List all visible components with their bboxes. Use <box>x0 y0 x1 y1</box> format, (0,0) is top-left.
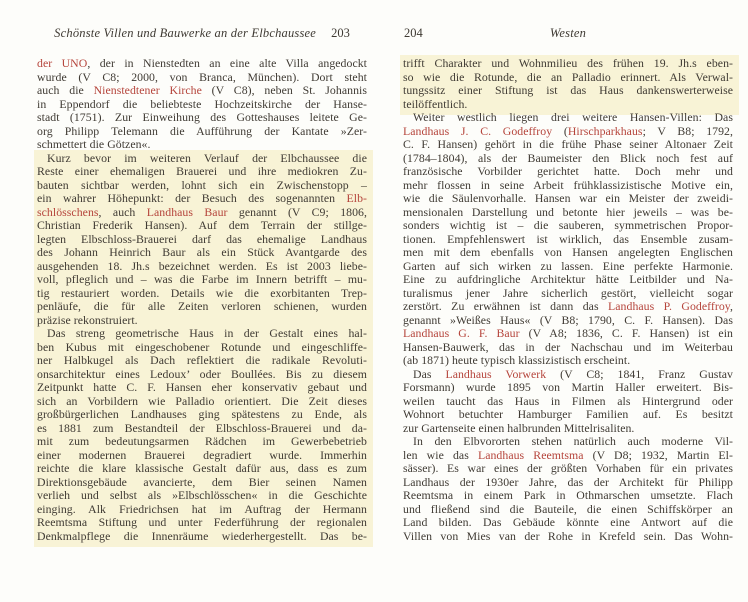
text-segment: präzise rekonstruiert. <box>37 313 138 327</box>
text-segment: Direktionsgebäude avancierte, dem Bier seinen Namen <box>37 475 367 489</box>
text-line <box>403 84 733 98</box>
paragraph <box>403 57 733 111</box>
landmark-name: Landhaus P. Godeffroy <box>608 300 730 313</box>
text-line <box>37 179 367 193</box>
text-line <box>37 300 367 314</box>
text-segment: Das streng geometrische Haus in der Gestalt eines hal- <box>47 327 367 340</box>
text-segment: zerstört. Zu erwähnen ist dann das <box>403 300 608 313</box>
text-line <box>37 503 367 517</box>
landmark-name: Hirschparkhaus <box>567 124 643 138</box>
highlighted-passage <box>400 55 739 115</box>
text-segment: einer modernen Brauerei degradiert wurde. Immerhin <box>37 448 367 462</box>
landmark-name: Landhaus G. F. Baur <box>403 327 520 340</box>
text-line <box>37 192 367 206</box>
text-line <box>403 530 733 544</box>
paragraph <box>37 57 367 152</box>
text-segment: (ab 1871) heute typisch klassizistisch erscheint. <box>403 354 631 367</box>
landmark-name: schlösschens <box>37 205 99 219</box>
landmark-name: Landhaus J. C. Godeffroy <box>403 124 553 138</box>
text-segment: in Eppendorf die beliebteste Hochzeitskirche der Hanse- <box>37 97 367 111</box>
text-segment: so wie die Rotunde, die an Palladio erinnert. Als Verwal- <box>403 70 733 84</box>
text-segment: Weiter westlich liegen drei weitere Hansen-Villen: Das <box>413 111 733 124</box>
landmark-name: Landhaus Reemtsma <box>477 448 584 462</box>
text-line <box>403 287 733 301</box>
text-segment: voll, pfleglich und – was die Farbe im Innern betrifft – mu- <box>37 273 367 286</box>
text-segment: penläufe, die für alle Zeiten verloren schienen, wurden <box>37 300 367 313</box>
text-passage <box>403 111 733 543</box>
text-line <box>37 354 367 368</box>
text-segment: ner Halbkugel als Dach reflektiert die radikale Revoluti- <box>37 354 367 367</box>
text-segment: legten Elbschloss-Brauerei darf das ehemalige Landhaus <box>37 232 367 246</box>
text-line <box>403 435 733 449</box>
text-segment: tungssitz einer Stiftung ist das Haus dankenswerterweise <box>403 84 733 97</box>
text-line <box>37 368 367 382</box>
text-segment: reichte die klare klassische Gestalt dafür aus, dass es zum <box>37 462 367 475</box>
text-line <box>37 98 367 112</box>
text-segment: Zeitpunkt hatte C. F. Hansen eher konservativ gebaut und <box>37 381 367 394</box>
text-segment: und fließend sind die Bauteile, die einen Schiffskörper an <box>403 502 733 516</box>
text-segment: zur Gartenseite einen halbrunden Mittelrisaliten. <box>403 421 635 435</box>
text-segment: Kurz bevor im weiteren Verlauf der Elbchaussee die <box>47 151 367 165</box>
text-segment: weilen taucht das Haus in Filmen als Hintergrund oder <box>403 394 733 408</box>
text-segment: turalismus jener Jahre sicherlich gestört, vielleicht sogar <box>403 286 733 300</box>
text-line <box>403 57 733 71</box>
text-line <box>403 192 733 206</box>
text-segment: trifft Charakter und Wohnmilieu des frühen 19. Jh.s eben- <box>403 57 733 70</box>
text-segment: (V D8; 1932, Martin El- <box>583 448 733 462</box>
paragraph <box>37 152 367 328</box>
text-line <box>403 395 733 409</box>
text-line <box>37 462 367 476</box>
text-segment: len wie das <box>403 448 478 462</box>
text-segment: sich an Vorbildern wie Palladio orientiert. Die Zeit dieses <box>37 394 367 408</box>
text-line <box>403 300 733 314</box>
text-segment: genannt »Weißes Haus« (V B8; 1790, C. F. Hansen). Das <box>403 313 733 327</box>
text-line <box>403 489 733 503</box>
text-segment: Das <box>413 367 446 381</box>
text-segment: Garten auf sich wirken zu lassen. Eine perfekte Harmonie. <box>403 259 733 273</box>
text-segment: (V A8; 1836, C. F. Hansen) ist ein <box>519 327 733 340</box>
text-line <box>37 165 367 179</box>
text-line <box>37 530 367 544</box>
highlighted-passage <box>34 150 373 548</box>
text-segment: mit zum bedeutungsarmen Rädchen im Gewerbebetrieb <box>37 435 367 448</box>
text-line <box>37 449 367 463</box>
text-line <box>403 71 733 85</box>
text-line <box>403 462 733 476</box>
page-header <box>403 26 733 41</box>
text-line <box>403 152 733 166</box>
text-segment: , der in Nienstedten an eine alte Villa angedockt <box>87 57 367 70</box>
text-segment: sässer). Es war eines der größten Vorhaben für ein privates <box>403 462 733 475</box>
text-line <box>403 354 733 368</box>
page-body <box>403 55 733 543</box>
text-segment: französische Vorbilder gerichtet hatte. Doch mehr und <box>403 165 733 178</box>
page-body <box>37 57 367 547</box>
paragraph <box>403 111 733 368</box>
text-segment: genannt (V C9; 1806, <box>227 205 367 219</box>
text-segment: einging. Alk Friedrichsen hat im Auftrag der Hermann <box>37 502 367 516</box>
text-line <box>37 408 367 422</box>
text-segment: teilöffentlich. <box>403 97 468 111</box>
text-line <box>37 71 367 85</box>
text-segment: mensionalen Darstellung und betonte hier jeweils – was be- <box>403 205 733 219</box>
text-line <box>37 246 367 260</box>
text-segment: Forsmann) wurde 1895 von Martin Haller erweitert. Bis- <box>403 381 733 394</box>
text-segment: org Philipp Telemann die Aufführung der Kantate »Zer- <box>37 124 367 138</box>
text-passage <box>37 57 367 152</box>
text-line <box>37 219 367 233</box>
text-line <box>37 435 367 449</box>
landmark-name: Elb- <box>346 192 367 205</box>
text-line <box>37 260 367 274</box>
page-left <box>37 0 367 543</box>
text-line <box>37 125 367 139</box>
text-line <box>37 273 367 287</box>
text-segment: bauten sichtbar werden, lohnt sich ein Zwischenstopp – <box>37 178 367 192</box>
text-segment: mehr flossen in seine Arbeit frühklassizistische Motive ein, <box>403 178 733 192</box>
text-segment: Hansen-Bauwerk, das in der Nachschau und im Weiterbau <box>403 340 733 354</box>
page-header <box>37 26 367 41</box>
text-segment: Reemtsma Stiftung und unter Federführung der regionalen <box>37 516 367 529</box>
text-line <box>37 152 367 166</box>
text-line <box>37 381 367 395</box>
text-line <box>403 219 733 233</box>
text-line <box>37 341 367 355</box>
text-segment: Reemtsma in einem Park in Othmarschen umsetzte. Flach <box>403 489 733 502</box>
text-line <box>403 408 733 422</box>
text-line <box>403 476 733 490</box>
text-segment: auch die <box>37 84 94 97</box>
text-line <box>403 246 733 260</box>
page-number: 204 <box>404 26 423 40</box>
page-number: 203 <box>331 26 350 40</box>
text-segment: (1784–1804), als der Baumeister den Blick noch fest auf <box>403 151 733 165</box>
text-line <box>37 476 367 490</box>
text-segment: es 1881 zum Bestandteil der Elbschloss-Brauerei und da- <box>37 421 367 435</box>
landmark-name: Nienstedtener Kirche <box>93 84 202 97</box>
text-segment: Reste einer ehemaligen Brauerei und ihre mediokren Zu- <box>37 165 367 178</box>
text-line <box>37 206 367 220</box>
text-segment: ausgehenden 18. Jh.s bezeichnet werden. Es ist 2003 liebe- <box>37 259 367 273</box>
text-segment: wurde (V C8; 2000, von Branca, München). Dort steht <box>37 70 367 84</box>
text-segment: (V C8), neben St. Johannis <box>201 84 367 97</box>
text-line <box>37 327 367 341</box>
landmark-name: Landhaus Baur <box>146 205 228 219</box>
text-line <box>403 327 733 341</box>
text-line <box>37 314 367 328</box>
text-segment: Denkmalpflege die Innenräume wiederhergestellt. Das be- <box>37 529 367 543</box>
text-segment: Christian Frederik Hansen). Auf dem Terrain der stillge- <box>37 219 367 232</box>
paragraph <box>403 435 733 543</box>
text-line <box>403 206 733 220</box>
paragraph <box>403 368 733 436</box>
text-line <box>403 179 733 193</box>
text-line <box>403 233 733 247</box>
text-line <box>403 449 733 463</box>
text-segment: verlieh und selbst als »Elbschlösschen« in die Geschichte <box>37 489 367 502</box>
text-line <box>403 368 733 382</box>
text-segment: Wohnort betuchter Hamburger Familien auf. Es besitzt <box>403 408 733 421</box>
text-segment: In den Elbvororten stehen natürlich auch moderne Vil- <box>413 435 733 448</box>
text-line <box>403 111 733 125</box>
text-line <box>37 395 367 409</box>
text-line <box>37 111 367 125</box>
text-segment: Eine zu aufdringliche Architektur hätte Leitbilder und Na- <box>403 273 733 286</box>
text-line <box>37 422 367 436</box>
paragraph <box>37 327 367 543</box>
text-line <box>403 422 733 436</box>
text-segment: (V C8; 1841, Franz Gustav <box>546 367 733 381</box>
text-line <box>403 165 733 179</box>
text-segment: ben Kubus mit eingeschobener Rotunde und eingeschliffe- <box>37 340 367 354</box>
text-line <box>37 233 367 247</box>
running-head-title: Westen <box>549 26 587 40</box>
text-segment: stadt (1751). Zur Einweihung des Gotteshauses leitete Ge- <box>37 111 367 124</box>
text-segment: ein wahrer Höhepunkt: der Besuch des sogenannten <box>37 192 347 205</box>
text-segment: tig restauriert worden. Details wie die exorbitanten Trep- <box>37 286 367 300</box>
text-segment: wie die Säulenvorhalle. Hansen war ein Meister der zweidi- <box>403 192 733 205</box>
text-line <box>403 273 733 287</box>
text-line <box>403 138 733 152</box>
text-segment: men mit dem ebenfalls von Hansen angelegten Englischen <box>403 246 733 259</box>
text-segment: , <box>730 300 733 313</box>
text-segment: des Johann Heinrich Baur als ein Stück Avantgarde des <box>37 246 367 259</box>
text-line <box>37 287 367 301</box>
text-segment: Landhaus der 1930er Jahre, das der Architekt für Philipp <box>403 475 733 489</box>
text-line <box>37 516 367 530</box>
text-line <box>403 314 733 328</box>
text-segment: ( <box>552 124 568 138</box>
text-line <box>37 489 367 503</box>
text-segment: Land bilden. Das Gebäude könnte eine Antwort auf die <box>403 516 733 529</box>
text-line <box>37 84 367 98</box>
text-line <box>403 125 733 139</box>
text-line <box>403 503 733 517</box>
text-line <box>37 57 367 71</box>
landmark-name: Landhaus Vorwerk <box>445 367 547 381</box>
text-segment: großbürgerlichen Landhauses ging spätestens zu Ende, als <box>37 408 367 421</box>
page-right <box>403 0 733 543</box>
landmark-name: der UNO <box>37 57 88 70</box>
text-segment: tionen. Empfehlenswert ist wirklich, das Ensemble zusam- <box>403 232 733 246</box>
text-segment: sonders wichtig ist – die sauberen, symmetrischen Propor- <box>403 219 733 232</box>
running-head-title: Schönste Villen und Bauwerke an der Elbchaussee <box>54 26 317 40</box>
text-segment: schmettert die Götzen«. <box>37 138 151 151</box>
text-line <box>403 381 733 395</box>
text-segment: Villen von Mies van der Rohe in Krefeld sein. Das Wohn- <box>403 529 733 543</box>
text-segment: onsarchitektur eines Ledoux’ oder Boullées. Bis zu diesem <box>37 367 367 381</box>
text-line <box>403 516 733 530</box>
text-line <box>403 98 733 112</box>
text-line <box>403 341 733 355</box>
text-segment: C. F. Hansen) gehört in die frühe Phase seiner Altonaer Zeit <box>403 138 733 151</box>
text-line <box>403 260 733 274</box>
text-segment: ; V B8; 1792, <box>642 124 733 138</box>
text-segment: , auch <box>98 205 147 219</box>
